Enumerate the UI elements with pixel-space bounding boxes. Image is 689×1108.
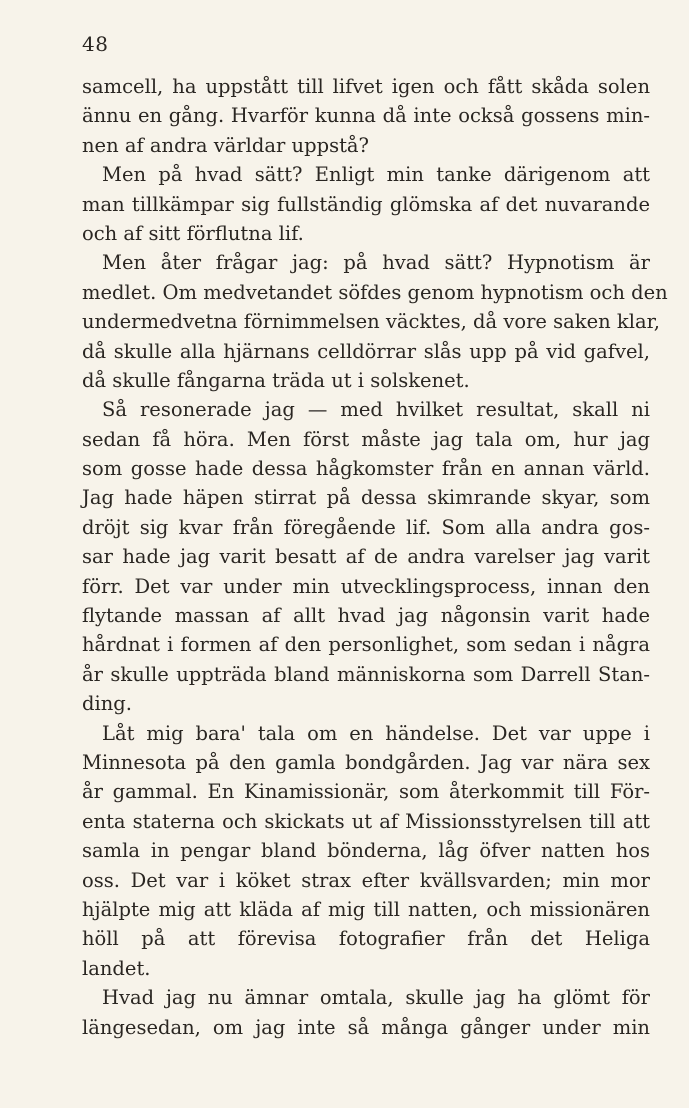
text-line: Men åter frågar jag: på hvad sätt? Hypnotism är bbox=[102, 251, 650, 275]
text-line: Minnesota på den gamla bondgården. Jag var nära sex bbox=[82, 750, 650, 774]
text-line: sedan få höra. Men först måste jag tala om, hur jag bbox=[82, 427, 650, 451]
text-line: dröjt sig kvar från föregående lif. Som alla andra gos- bbox=[82, 515, 650, 539]
text-line: längesedan, om jag inte så många gånger under min bbox=[82, 1015, 650, 1039]
text-line: och af sitt förflutna lif. bbox=[82, 221, 304, 245]
text-line: hjälpte mig att kläda af mig till natten, och missionären bbox=[82, 897, 650, 921]
text-line: flytande massan af allt hvad jag någonsin varit hade bbox=[82, 604, 650, 628]
text-line: landet. bbox=[82, 956, 151, 980]
text-line: medlet. Om medvetandet söfdes genom hypnotism och den bbox=[82, 280, 668, 304]
body-text bbox=[82, 72, 668, 1042]
text-line: förr. Det var under min utvecklingsprocess, innan den bbox=[82, 574, 650, 598]
text-line: år skulle uppträda bland människorna som Darrell Stan- bbox=[82, 662, 650, 686]
page-number: 48 bbox=[82, 32, 109, 56]
text-line: Men på hvad sätt? Enligt min tanke därigenom att bbox=[102, 163, 650, 187]
text-line: då skulle fångarna träda ut i solskenet. bbox=[82, 368, 470, 392]
text-line: Hvad jag nu ämnar omtala, skulle jag ha glömt för bbox=[102, 986, 650, 1010]
text-line: år gammal. En Kinamissionär, som återkommit till För- bbox=[82, 780, 650, 804]
text-line: Jag hade häpen stirrat på dessa skimrande skyar, som bbox=[82, 486, 650, 510]
text-line: samcell, ha uppstått till lifvet igen och fått skåda solen bbox=[82, 75, 650, 98]
text-line: ding. bbox=[82, 692, 132, 716]
text-line: som gosse hade dessa hågkomster från en annan värld. bbox=[82, 457, 650, 481]
text-line: sar hade jag varit besatt af de andra varelser jag varit bbox=[82, 545, 650, 569]
text-line: Låt mig bara' tala om en händelse. Det var uppe i bbox=[102, 721, 650, 745]
text-line: oss. Det var i köket strax efter kvällsvarden; min mor bbox=[82, 868, 650, 892]
text-line: man tillkämpar sig fullständig glömska af det nuvarande bbox=[82, 192, 650, 216]
text-line: enta staterna och skickats ut af Missionsstyrelsen till att bbox=[82, 809, 650, 833]
text-line: nen af andra världar uppstå? bbox=[82, 133, 369, 157]
text-line: hårdnat i formen af den personlighet, som sedan i några bbox=[82, 633, 650, 657]
text-line: samla in pengar bland bönderna, låg öfver natten hos bbox=[82, 839, 650, 863]
text-line: ännu en gång. Hvarför kunna då inte också gossens min- bbox=[82, 104, 650, 128]
text-line: då skulle alla hjärnans celldörrar slås upp på vid gafvel, bbox=[82, 339, 650, 363]
text-line: Så resonerade jag — med hvilket resultat, skall ni bbox=[102, 398, 650, 422]
text-line: undermedvetna förnimmelsen väcktes, då vore saken klar, bbox=[82, 310, 660, 334]
text-line: höll på att förevisa fotografier från det Heliga bbox=[82, 927, 650, 951]
